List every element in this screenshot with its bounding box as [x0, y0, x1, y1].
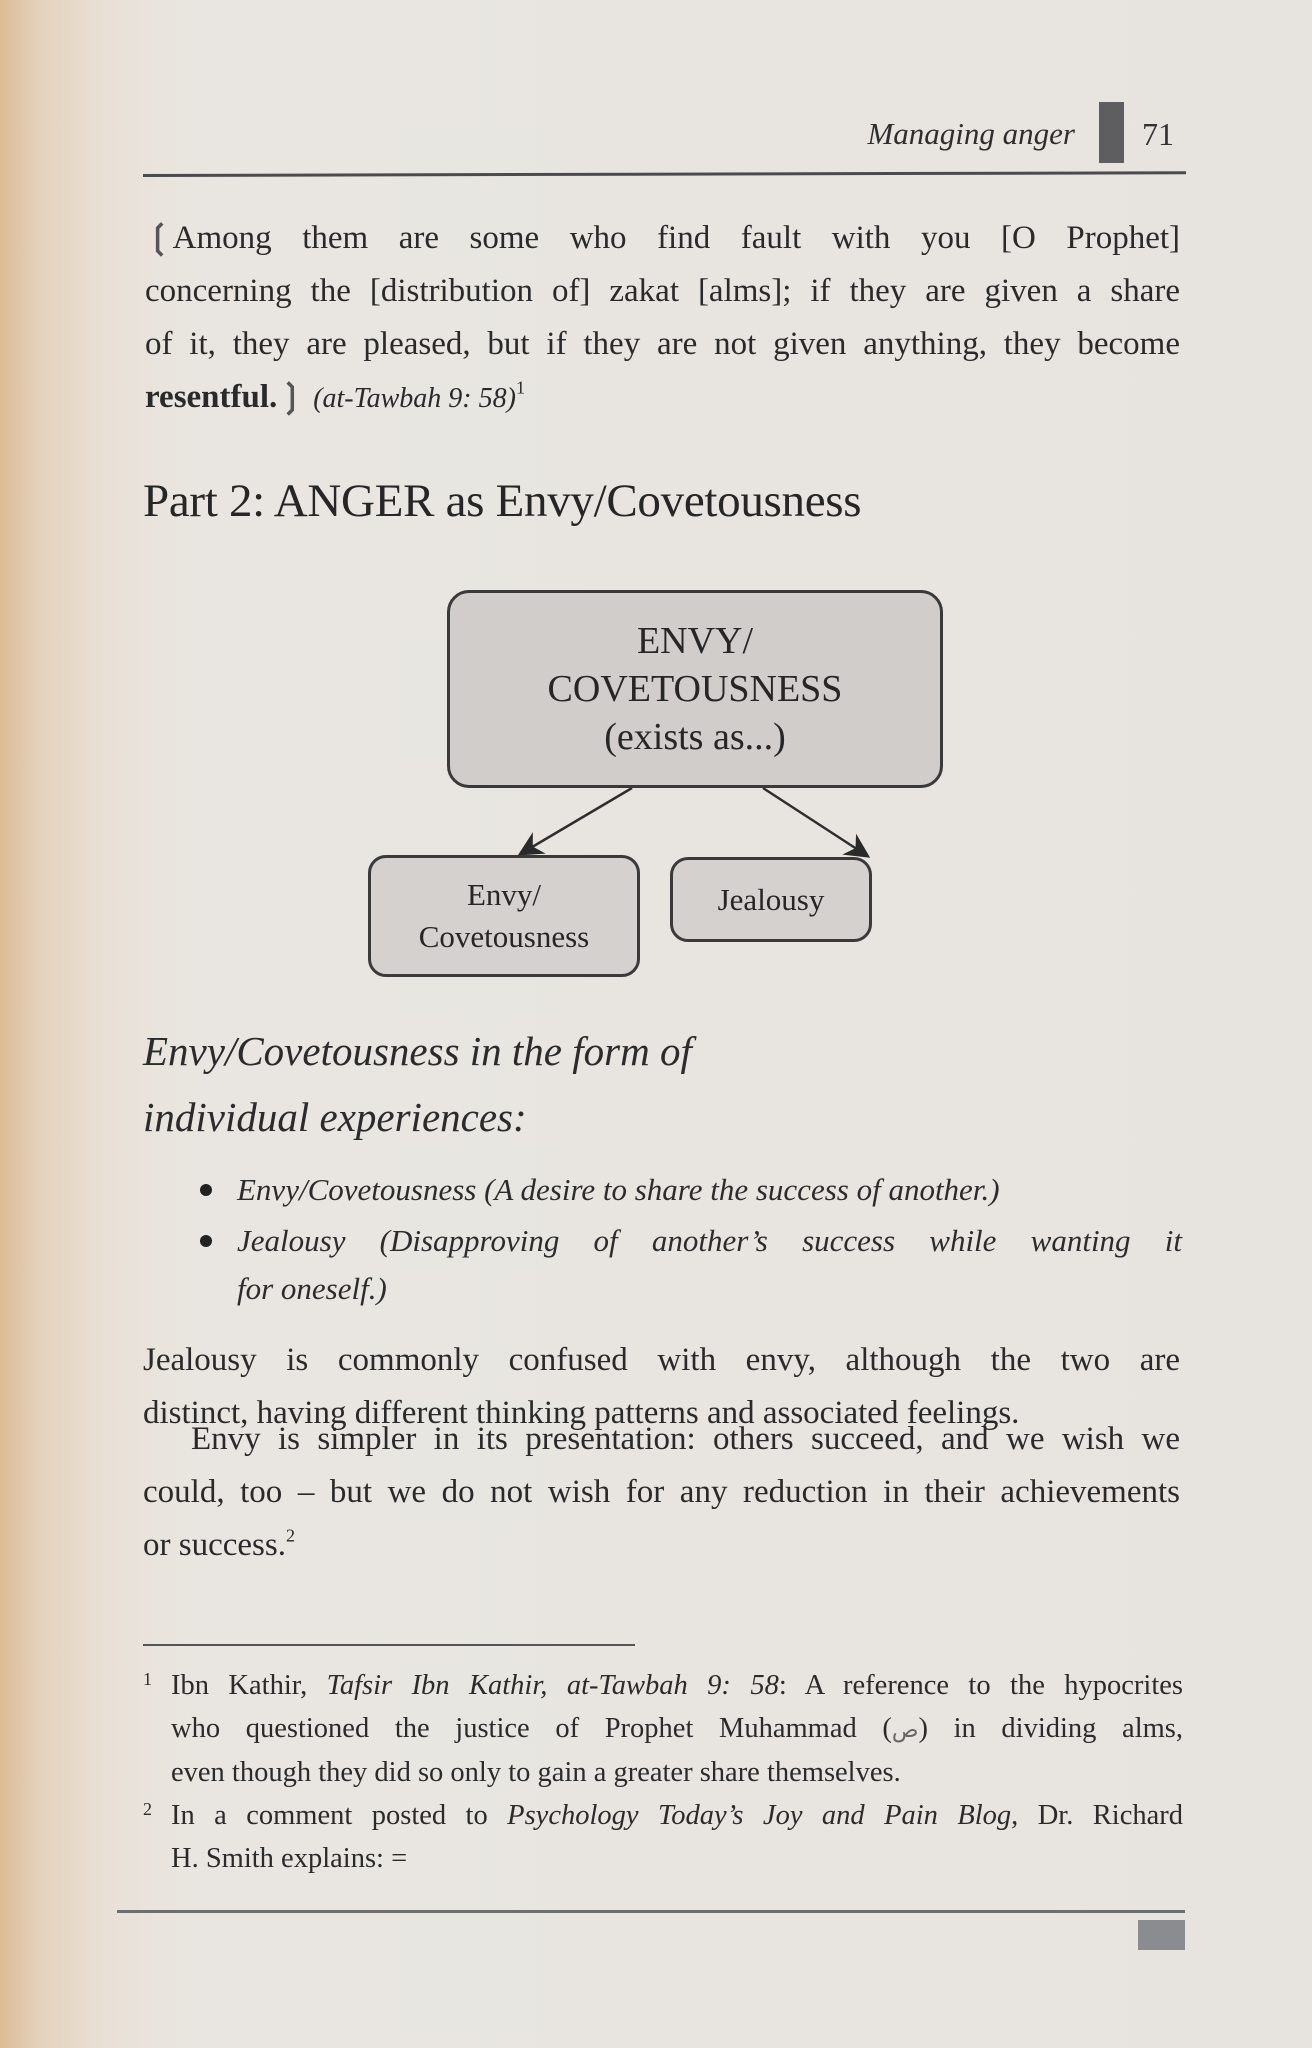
diagram-root-node: ENVY/ COVETOUSNESS (exists as...): [447, 590, 943, 788]
bullet-icon: [200, 1235, 212, 1247]
quote-reference: (at-Tawbah 9: 58): [313, 383, 516, 414]
diagram-node-envy: Envy/ Covetousness: [368, 855, 640, 977]
quote-line: of it, they are pleased, but if they are not given anything, they become: [145, 326, 1180, 362]
footnote-ref[interactable]: 1: [515, 377, 526, 398]
quote-line: concerning the [distribution of] zakat [alms]; if they are given a share: [145, 273, 1180, 309]
footnote-rule: [143, 1644, 635, 1646]
body-paragraph: Jealousy is commonly confused with envy, although the two are distinct, having different thinking patterns and associated feelings.: [143, 1342, 1180, 1431]
header-thumb-tab: [1099, 102, 1124, 163]
sub-heading: Envy/Covetousness in the form of individual experiences:: [143, 1028, 692, 1140]
bullet-icon: [200, 1184, 212, 1196]
header-rule: [143, 171, 1186, 177]
footnote-1: 1 Ibn Kathir, Tafsir Ibn Kathir, at-Tawbah 9: 58: A reference to the hypocrites who questioned the justice of Prophet Muhammad (ص) in dividing alms, even though they did so only to gain a greater share themselves.: [143, 1664, 1183, 1794]
list-item: Envy/Covetousness (A desire to share the success of another.): [200, 1163, 1182, 1217]
footnotes: [143, 1664, 1183, 1880]
arrow-to-envy: [522, 788, 632, 853]
quote-line: ❲Among them are some who find fault with you [O Prophet]: [145, 220, 1180, 256]
arrow-to-jealousy: [763, 788, 866, 855]
footnote-ref[interactable]: 2: [285, 1525, 296, 1546]
diagram-node-jealousy: Jealousy: [670, 857, 872, 942]
bullet-list: [200, 1163, 1182, 1316]
quran-quote: [145, 212, 1180, 425]
footnote-2: 2 In a comment posted to Psychology Today’s Joy and Pain Blog, Dr. Richard H. Smith explains: =: [143, 1794, 1183, 1880]
footnote-marker: 1: [143, 1669, 152, 1689]
body-paragraph: Envy is simpler in its presentation: others succeed, and we wish we could, too – but we do not wish for any reduction in their achievements or success.$^2$: [143, 1421, 1180, 1563]
quote-open-bracket-icon: ❲: [145, 220, 173, 256]
section-heading: Part 2: ANGER as Envy/Covetousness: [143, 475, 862, 527]
quote-line: resentful.❳ (at-Tawbah 9: 58)$^1$: [145, 377, 526, 415]
footer-thumb-tab: [1138, 1920, 1185, 1950]
footer-rule: [117, 1910, 1185, 1913]
page-number: 71: [1142, 116, 1174, 152]
footnote-marker: 2: [143, 1799, 152, 1819]
list-item: Jealousy (Disapproving of another’s success while wanting it for oneself.): [200, 1214, 1182, 1316]
quote-close-bracket-icon: ❳: [277, 379, 305, 415]
honorific-icon: ص: [891, 1717, 919, 1742]
running-header-title: Managing anger: [867, 116, 1075, 151]
